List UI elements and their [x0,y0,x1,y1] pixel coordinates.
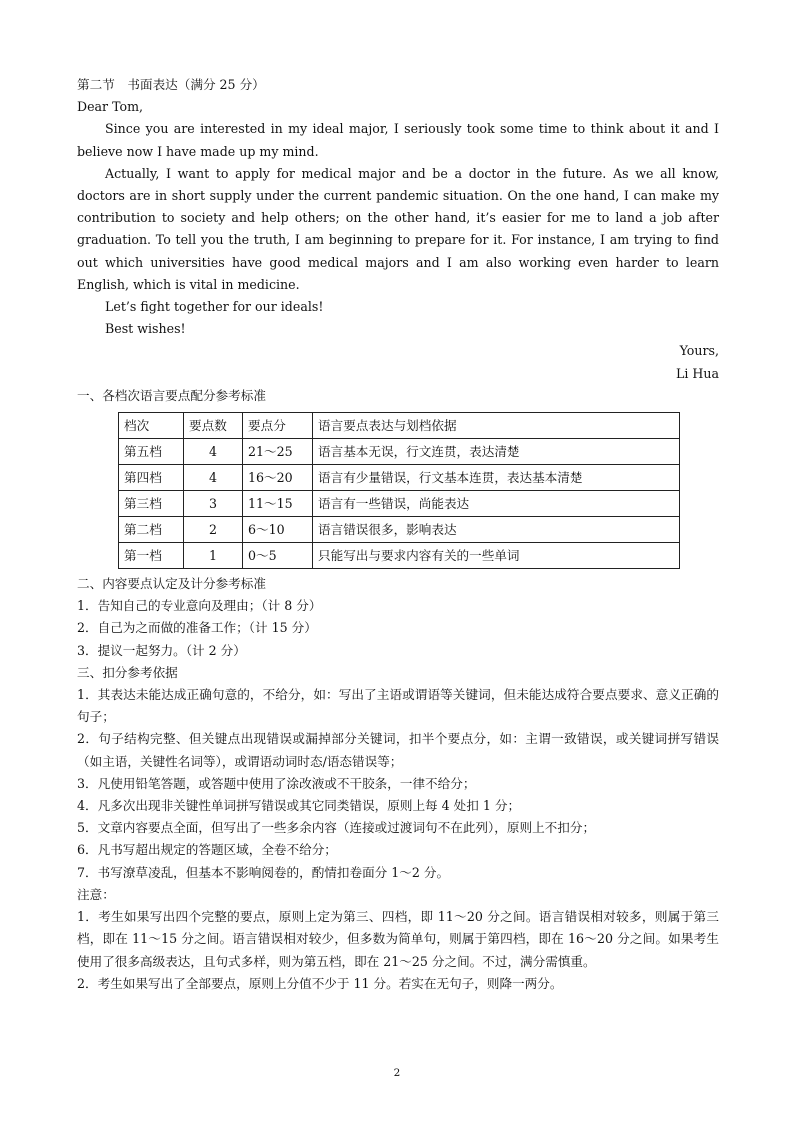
letter-closing: Yours, [679,343,719,359]
table-header-cell: 语言要点表达与划档依据 [313,413,680,439]
note-item: 1．考生如果写出四个完整的要点，原则上定为第三、四档，即 11～20 分之间。语言错误相对较多，则属于第三档，即在 11～15 分之间。语言错误相对较少，但多数为简单句，则属于第四档，即在 16～20 分之间。如果考生使用了很多高级表达，且句式多样，则为第五档，即在 21～25 分之间。不过，满分需慎重。 [77,909,719,969]
list-item: 4．凡多次出现非关键性单词拼写错误或其它同类错误，原则上每 4 处扣 1 分； [77,798,521,814]
table-cell: 语言有一些错误，尚能表达 [313,491,680,517]
table-row [119,517,680,543]
letter-paragraph: Since you are interested in my ideal major, I seriously took some time to think about it and I believe now I have made up my mind. [77,121,719,159]
table-cell: 第二档 [119,517,184,543]
table-header-cell: 要点分 [243,413,313,439]
page-content [77,74,719,995]
table-cell: 语言基本无误，行文连贯，表达清楚 [313,439,680,465]
list-item: 1．其表达未能达成正确句意的，不给分，如：写出了主语或谓语等关键词，但未能达成符合要点要求、意义正确的句子； [77,687,719,725]
table-cell: 21～25 [243,439,313,465]
grading-table [118,412,680,569]
table-cell: 4 [184,465,243,491]
list-item: 7．书写潦草凌乱，但基本不影响阅卷的，酌情扣卷面分 1～2 分。 [77,864,450,880]
list-item: 6．凡书写超出规定的答题区域，全卷不给分； [77,842,337,858]
list-item: 1．告知自己的专业意向及理由；（计 8 分） [77,598,322,614]
table-header-cell: 要点数 [184,413,243,439]
list-item: 5．文章内容要点全面，但写出了一些多余内容（连接或过渡词句不在此列），原则上不扣分； [77,820,596,836]
letter-paragraph: Best wishes! [105,321,186,337]
table-cell: 第四档 [119,465,184,491]
list-item: 3．凡使用铅笔答题，或答题中使用了涂改液或不干胶条，一律不给分； [77,775,476,791]
list-item: 2．自己为之而做的准备工作；（计 15 分） [77,620,317,636]
table-row [119,465,680,491]
table-cell: 4 [184,439,243,465]
table-header-cell: 档次 [119,413,184,439]
table-cell: 第一档 [119,543,184,569]
table-cell: 语言错误很多，影响表达 [313,517,680,543]
table-cell: 第三档 [119,491,184,517]
model-letter [77,96,719,385]
page-number: 2 [393,1067,401,1079]
list-item: 2．句子结构完整、但关键点出现错误或漏掉部分关键词，扣半个要点分，如：主谓一致错误，或关键词拼写错误（如主语，关键性名词等），或谓语动词时态/语态错误等； [77,731,719,769]
table-cell: 只能写出与要求内容有关的一些单词 [313,543,680,569]
table-cell: 6～10 [243,517,313,543]
table-cell: 11～15 [243,491,313,517]
table-header-row [119,413,680,439]
letter-paragraph: Actually, I want to apply for medical major and be a doctor in the future. As we all know, doctors are in short supply under the current pandemic situation. On the one hand, I can make my contribution to society and help others; on the other hand, it’s easier for me to land a job after graduation. To tell you the truth, I am beginning to prepare for it. For instance, I am trying to find out which universities have good medical majors and I am also working even harder to learn English, which is vital in medicine. [77,165,719,292]
table-row [119,491,680,517]
table-cell: 语言有少量错误，行文基本连贯，表达基本清楚 [313,465,680,491]
table-cell: 第五档 [119,439,184,465]
table-cell: 1 [184,543,243,569]
table-cell: 3 [184,491,243,517]
list-item: 3．提议一起努力。（计 2 分） [77,642,246,658]
part3-heading: 三、扣分参考依据 [77,664,178,680]
table-cell: 0～5 [243,543,313,569]
table-row [119,439,680,465]
section-heading: 第二节 书面表达（满分 25 分） [77,77,265,92]
part2-heading: 二、内容要点认定及计分参考标准 [77,576,266,592]
table-cell: 2 [184,517,243,543]
letter-paragraph: Let’s fight together for our ideals! [105,299,324,315]
table-cell: 16～20 [243,465,313,491]
part1-heading: 一、各档次语言要点配分参考标准 [77,387,266,403]
letter-signature: Li Hua [676,365,719,381]
table-row [119,543,680,569]
note-item: 2．考生如果写出了全部要点，原则上分值不少于 11 分。若实在无句子，则降一两分。 [77,975,563,991]
letter-greeting: Dear Tom, [77,99,144,115]
notes-heading: 注意： [77,886,115,902]
